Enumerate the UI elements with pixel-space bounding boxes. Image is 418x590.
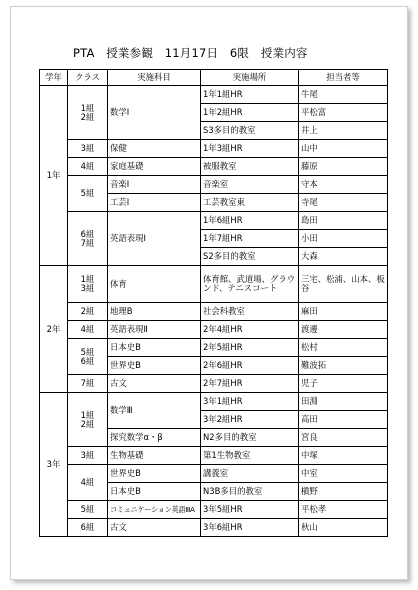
class-label: 4組 <box>80 477 95 487</box>
subject-cell: 音楽Ⅰ <box>108 176 201 194</box>
teacher-cell: 田淵 <box>299 393 388 411</box>
table-row <box>40 519 388 537</box>
class-cell <box>68 140 108 158</box>
class-label: 1組 <box>80 102 95 113</box>
place-cell: N3B多目的教室 <box>201 483 299 501</box>
place-cell: S2多目的教室 <box>201 248 299 266</box>
class-cell <box>68 447 108 465</box>
place-cell: N2多目的教室 <box>201 429 299 447</box>
year-cell: 3年 <box>40 393 68 537</box>
teacher-cell: 藤原 <box>299 158 388 176</box>
place-cell: 第1生物教室 <box>201 447 299 465</box>
class-label: 3組 <box>80 450 95 460</box>
table-row <box>40 86 388 104</box>
subject-cell: 体育 <box>108 266 201 303</box>
teacher-cell: 平松孝 <box>299 501 388 519</box>
subject-cell: コミュニケーション英語ⅢA <box>108 501 201 519</box>
teacher-cell: 大森 <box>299 248 388 266</box>
class-label: 7組 <box>80 378 95 388</box>
schedule-body <box>40 86 388 537</box>
table-row <box>40 447 388 465</box>
teacher-cell: 麻田 <box>299 303 388 321</box>
place-cell: 講義室 <box>201 465 299 483</box>
teacher-cell: 槇野 <box>299 483 388 501</box>
class-label: 4組 <box>80 324 95 334</box>
class-cell <box>68 158 108 176</box>
class-label: 6組 <box>80 355 95 366</box>
subject-cell: 古文 <box>108 519 201 537</box>
place-cell: 1年7組HR <box>201 230 299 248</box>
table-row <box>40 375 388 393</box>
class-cell <box>68 501 108 519</box>
place-cell: 2年6組HR <box>201 357 299 375</box>
subject-cell: 日本史B <box>108 339 201 357</box>
place-cell: 社会科教室 <box>201 303 299 321</box>
class-label: 7組 <box>80 237 95 248</box>
table-row <box>40 212 388 230</box>
class-label: 5組 <box>80 346 95 357</box>
subject-cell: 日本史B <box>108 483 201 501</box>
table-row <box>40 465 388 483</box>
teacher-cell: 島田 <box>299 212 388 230</box>
header-row <box>40 70 388 86</box>
header-year: 学年 <box>40 70 68 86</box>
place-cell: 1年1組HR <box>201 86 299 104</box>
class-label: 5組 <box>80 188 95 198</box>
table-row <box>40 321 388 339</box>
year-cell: 1年 <box>40 86 68 266</box>
place-cell: 2年7組HR <box>201 375 299 393</box>
document-page <box>10 6 408 580</box>
table-row <box>40 158 388 176</box>
subject-cell: 古文 <box>108 375 201 393</box>
class-label: 1組 <box>80 409 95 420</box>
class-label: 1組 <box>80 274 95 284</box>
subject-cell: 家庭基礎 <box>108 158 201 176</box>
place-cell: 音楽室 <box>201 176 299 194</box>
class-label: 5組 <box>80 504 95 514</box>
header-subject: 実施科目 <box>108 70 201 86</box>
place-cell: 1年2組HR <box>201 104 299 122</box>
subject-cell: 数学Ⅲ <box>108 393 201 429</box>
class-cell <box>68 339 108 375</box>
table-row <box>40 266 388 303</box>
subject-cell: 地理B <box>108 303 201 321</box>
teacher-cell: 平松富 <box>299 104 388 122</box>
teacher-cell: 中塚 <box>299 447 388 465</box>
class-label: 6組 <box>80 522 95 532</box>
class-cell <box>68 465 108 501</box>
place-cell: 3年5組HR <box>201 501 299 519</box>
teacher-cell: 牛尾 <box>299 86 388 104</box>
place-cell: S3多目的教室 <box>201 122 299 140</box>
class-label: 2組 <box>80 418 95 429</box>
subject-cell: 保健 <box>108 140 201 158</box>
class-cell <box>68 321 108 339</box>
schedule-table <box>39 69 388 537</box>
teacher-cell: 高田 <box>299 411 388 429</box>
table-row <box>40 140 388 158</box>
place-cell: 2年4組HR <box>201 321 299 339</box>
teacher-cell: 児子 <box>299 375 388 393</box>
table-row <box>40 501 388 519</box>
teacher-cell: 小田 <box>299 230 388 248</box>
place-cell: 体育館、武道場、グラウンド、テニスコート <box>201 266 299 303</box>
teacher-cell: 山中 <box>299 140 388 158</box>
place-cell: 3年6組HR <box>201 519 299 537</box>
class-cell <box>68 266 108 303</box>
place-cell: 3年2組HR <box>201 411 299 429</box>
teacher-cell: 渡邊 <box>299 321 388 339</box>
class-cell <box>68 393 108 447</box>
place-cell: 3年1組HR <box>201 393 299 411</box>
class-label: 2組 <box>80 306 95 316</box>
subject-cell: 英語表現Ⅱ <box>108 321 201 339</box>
place-cell: 被服教室 <box>201 158 299 176</box>
class-cell <box>68 519 108 537</box>
teacher-cell: 難波拓 <box>299 357 388 375</box>
subject-cell: 世界史B <box>108 465 201 483</box>
class-cell <box>68 86 108 140</box>
subject-cell: 数学Ⅰ <box>108 86 201 140</box>
teacher-cell: 中室 <box>299 465 388 483</box>
place-cell: 2年5組HR <box>201 339 299 357</box>
table-row <box>40 339 388 357</box>
teacher-cell: 井上 <box>299 122 388 140</box>
header-place: 実施場所 <box>201 70 299 86</box>
table-row <box>40 393 388 411</box>
class-cell <box>68 375 108 393</box>
subject-cell: 世界史B <box>108 357 201 375</box>
subject-cell: 探究数学α・β <box>108 429 201 447</box>
table-row <box>40 176 388 194</box>
teacher-cell: 秋山 <box>299 519 388 537</box>
subject-cell: 英語表現Ⅰ <box>108 212 201 266</box>
class-label: 2組 <box>80 111 95 122</box>
year-cell: 2年 <box>40 266 68 393</box>
class-label: 4組 <box>80 161 95 171</box>
class-label: 6組 <box>80 228 95 239</box>
teacher-cell: 三宅、松浦、山本、板谷 <box>299 266 388 303</box>
teacher-cell: 宮良 <box>299 429 388 447</box>
table-row <box>40 303 388 321</box>
subject-cell: 生物基礎 <box>108 447 201 465</box>
class-cell <box>68 303 108 321</box>
teacher-cell: 寺尾 <box>299 194 388 212</box>
class-label: 3組 <box>80 143 95 153</box>
class-label: 3組 <box>80 283 95 293</box>
place-cell: 1年6組HR <box>201 212 299 230</box>
class-cell <box>68 212 108 266</box>
subject-cell: 工芸Ⅰ <box>108 194 201 212</box>
teacher-cell: 守本 <box>299 176 388 194</box>
class-cell <box>68 176 108 212</box>
header-class: クラス <box>68 70 108 86</box>
page-title: PTA 授業参観 11月17日 6限 授業内容 <box>73 46 308 60</box>
place-cell: 工芸教室東 <box>201 194 299 212</box>
header-teacher: 担当者等 <box>299 70 388 86</box>
teacher-cell: 松村 <box>299 339 388 357</box>
place-cell: 1年3組HR <box>201 140 299 158</box>
